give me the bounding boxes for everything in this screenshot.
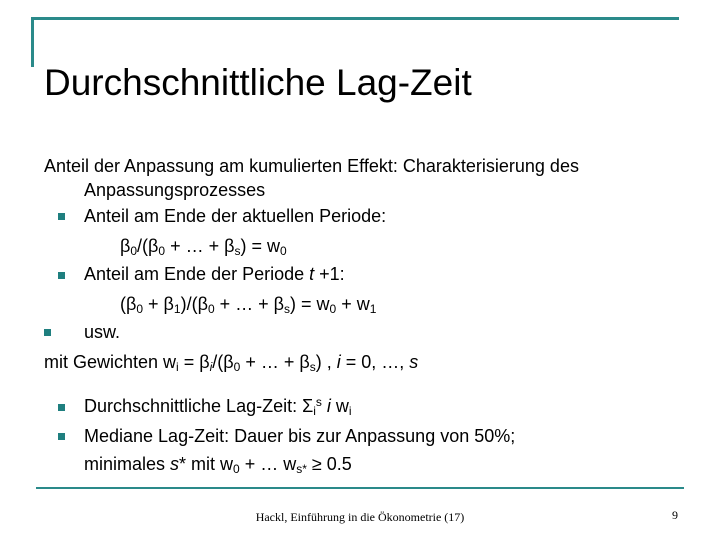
footer-text: Hackl, Einführung in die Ökonometrie (17) [255,510,465,524]
bullet-2-label: Anteil am Ende der Periode t +1: [84,264,345,284]
bullet-1-label: Anteil am Ende der aktuellen Periode: [84,206,387,226]
bullet-icon [58,272,65,279]
intro-line-1: Anteil der Anpassung am kumulierten Effekt: Charakterisierung des [44,156,579,176]
bullet-icon [58,213,65,220]
bullet-2-formula: $(\beta_0 + \beta_1)/(\beta_0$ + … + $\beta_s) = w_0 + w_1$ [120,294,377,316]
bullet-icon [58,433,65,440]
footer-rule [36,487,684,489]
bullet-icon [58,404,65,411]
slide-title: Durchschnittliche Lag-Zeit [44,62,472,103]
bullet-5-line-2: minimales s* mit $w_0$ + … $w_{s*} \ge 0.5$ [84,454,352,476]
frame-left-rule [31,17,34,67]
bullet-5-line-1: Mediane Lag-Zeit: Dauer bis zur Anpassung von 50%; [84,426,516,446]
bullet-3-label: usw. [84,322,121,342]
bullet-icon [44,329,51,336]
weights-line: mit Gewichten $w_i = \beta_i/(\beta_0$ + … + $\beta_s$) , i = 0, …, s [44,352,419,374]
frame-top-rule [31,17,679,20]
bullet-4-text: Durchschnittliche Lag-Zeit: $\Sigma_i^s$ i $w_i$ [84,395,352,418]
page-number: 9 [672,508,678,522]
intro-line-2: Anpassungsprozesses [84,180,266,200]
bullet-1-formula: $\beta_0/(\beta_0$ + … + $\beta_s) = w_0$ [120,236,287,258]
